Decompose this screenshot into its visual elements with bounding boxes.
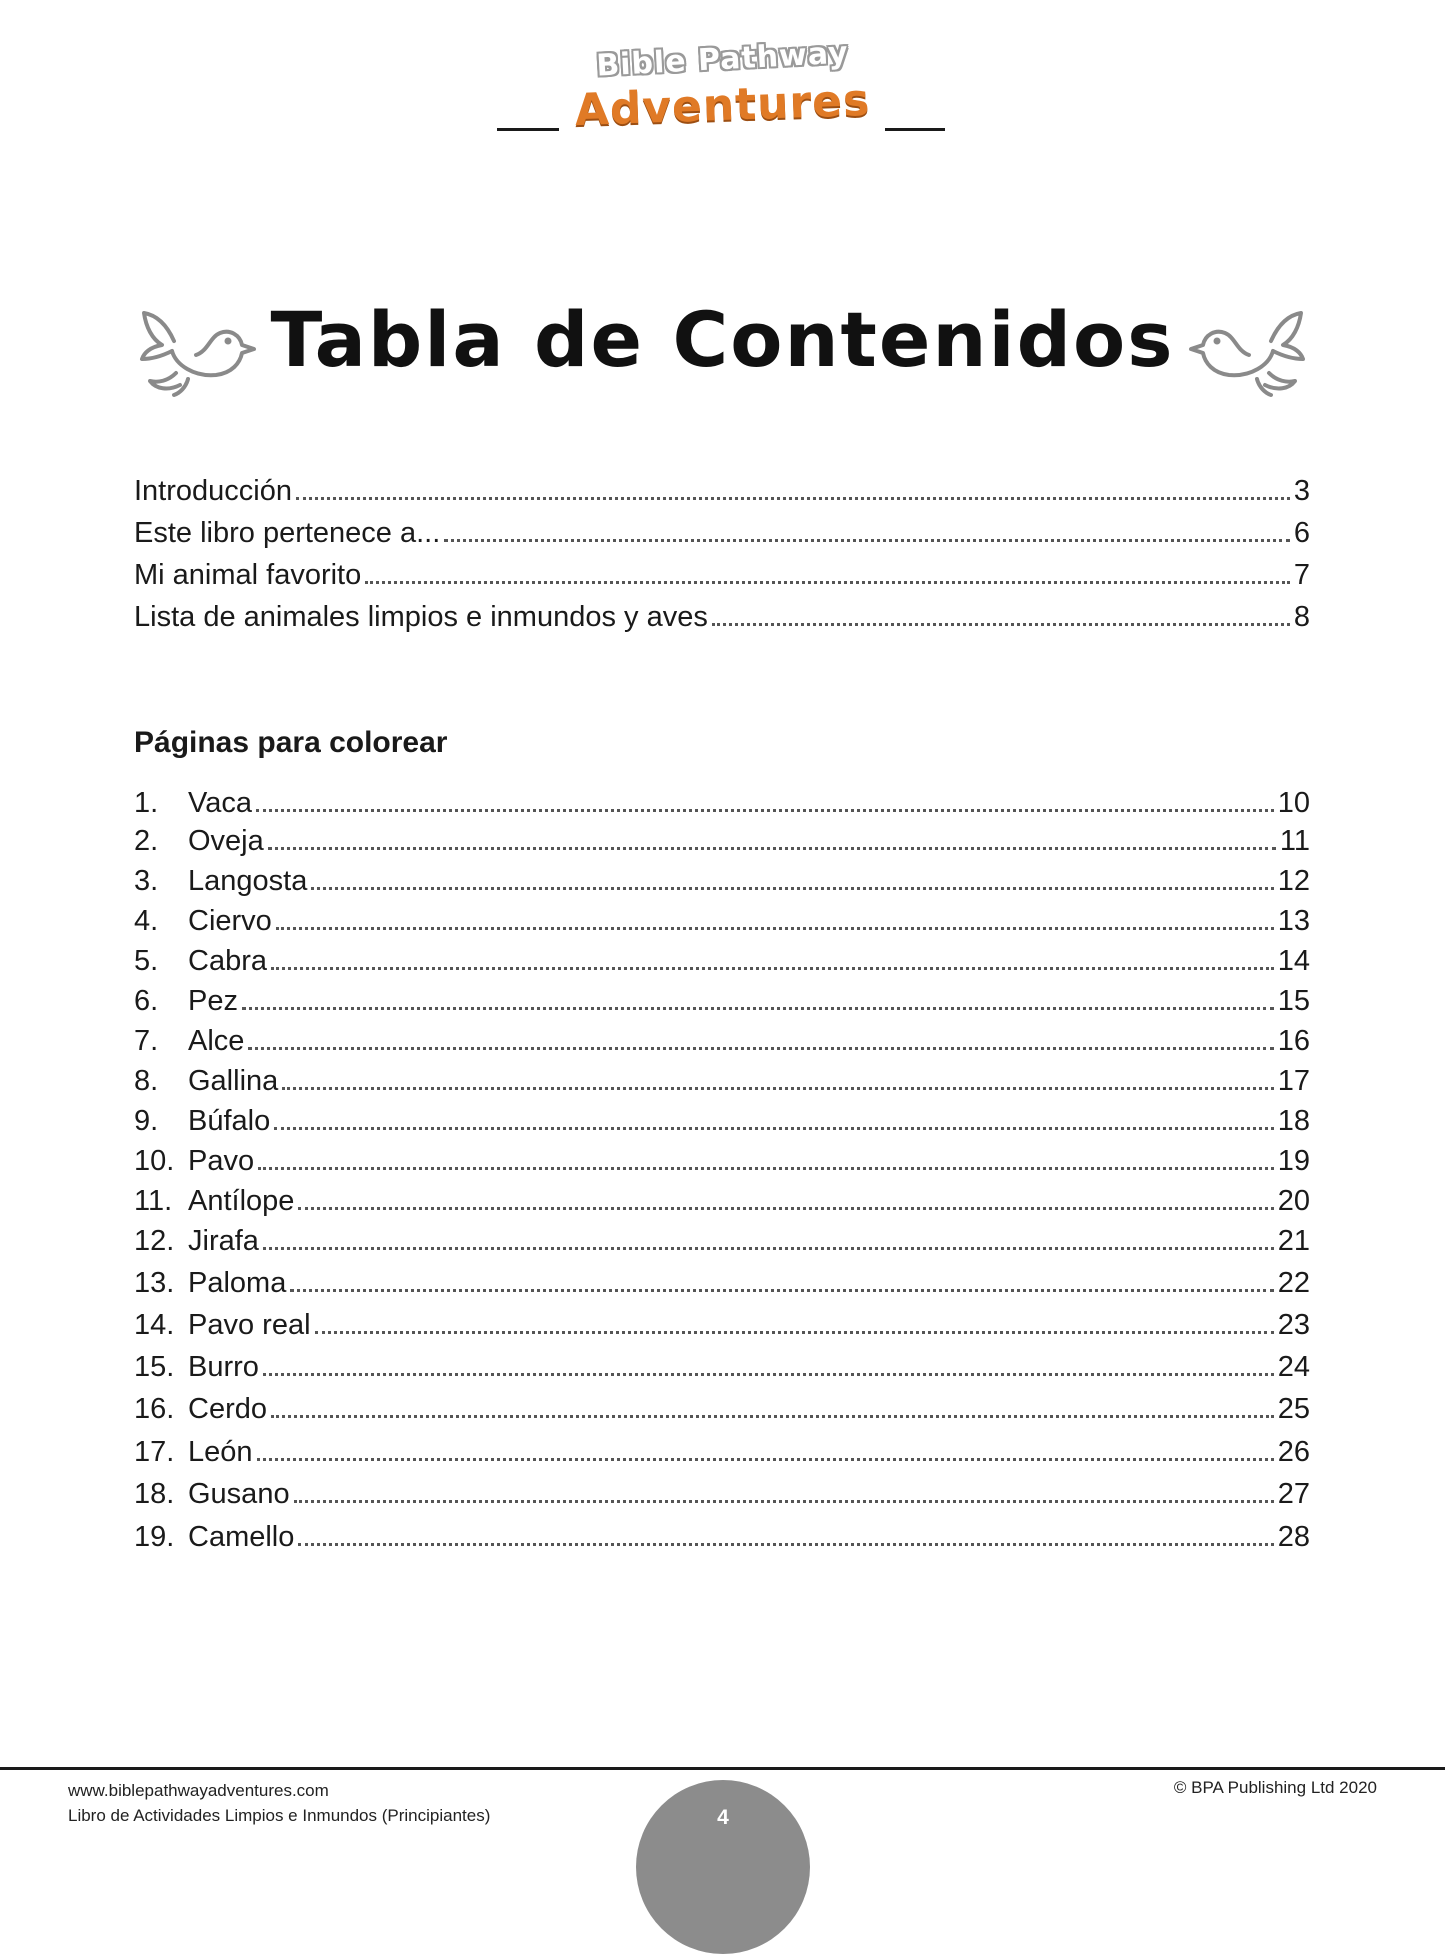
leader-dots xyxy=(268,839,1276,850)
toc-entry-number: 10. xyxy=(134,1145,175,1177)
toc-entry-label: Búfalo xyxy=(188,1105,271,1137)
toc-entry-page: 3 xyxy=(1293,475,1310,507)
toc-entry-page: 15 xyxy=(1277,985,1310,1017)
toc-entry-number: 13. xyxy=(134,1267,175,1299)
toc-entry-number: 1. xyxy=(134,787,159,819)
toc-entry-label: Paloma xyxy=(188,1267,287,1299)
toc-entry-label: Pavo xyxy=(188,1145,255,1177)
toc-entry[interactable] xyxy=(134,822,1310,861)
toc-entry-page: 6 xyxy=(1293,517,1310,549)
toc-intro-list xyxy=(134,470,1310,638)
toc-entry[interactable] xyxy=(134,1431,1310,1473)
leader-dots xyxy=(298,1199,1273,1210)
leader-dots xyxy=(712,615,1290,626)
toc-entry-page: 11 xyxy=(1279,825,1310,857)
page-number-badge xyxy=(636,1780,810,1954)
toc-entry-page: 14 xyxy=(1277,945,1310,977)
toc-entry-number: 9. xyxy=(134,1105,159,1137)
toc-entry-page: 7 xyxy=(1293,559,1310,591)
toc-entry-number: 19. xyxy=(134,1521,175,1553)
toc-entry[interactable] xyxy=(134,1346,1310,1388)
toc-entry[interactable] xyxy=(134,1141,1310,1181)
toc-entry-label: León xyxy=(188,1436,253,1468)
toc-entry-label: Cerdo xyxy=(188,1393,267,1425)
toc-entry-label: Lista de animales limpios e inmundos y aves xyxy=(134,601,708,633)
leader-dots xyxy=(296,489,1290,500)
toc-entry-number: 3. xyxy=(134,865,159,897)
leader-dots xyxy=(298,1535,1273,1546)
toc-entry-page: 22 xyxy=(1277,1267,1310,1299)
toc-entry[interactable] xyxy=(134,1388,1310,1431)
toc-entry[interactable] xyxy=(134,1061,1310,1101)
toc-entry-page: 12 xyxy=(1277,865,1310,897)
toc-entry-number: 11. xyxy=(134,1185,173,1217)
leader-dots xyxy=(365,573,1290,584)
toc-entry-page: 21 xyxy=(1277,1225,1310,1257)
toc-entry-page: 25 xyxy=(1277,1393,1310,1425)
leader-dots xyxy=(248,1039,1273,1050)
toc-entry-number: 14. xyxy=(134,1309,175,1341)
toc-entry-number: 15. xyxy=(134,1351,175,1383)
toc-entry-page: 16 xyxy=(1277,1025,1310,1057)
toc-entry-label: Camello xyxy=(188,1521,295,1553)
toc-entry-label: Este libro pertenece a... xyxy=(134,517,441,549)
toc-entry-label: Langosta xyxy=(188,865,308,897)
toc-entry-label: Gallina xyxy=(188,1065,279,1097)
leader-dots xyxy=(274,1119,1274,1130)
toc-entry[interactable] xyxy=(134,1221,1310,1262)
leader-dots xyxy=(271,1407,1274,1418)
toc-entry-page: 23 xyxy=(1277,1309,1310,1341)
toc-entry-number: 17. xyxy=(134,1436,175,1468)
toc-entry[interactable] xyxy=(134,861,1310,901)
footer-copyright: © BPA Publishing Ltd 2020 xyxy=(1173,1778,1377,1797)
toc-entry-page: 28 xyxy=(1277,1521,1310,1553)
toc-entry[interactable] xyxy=(134,1181,1310,1221)
toc-entry[interactable] xyxy=(134,554,1310,596)
logo-top-text: Bible Pathway xyxy=(595,35,850,84)
toc-entry-page: 13 xyxy=(1277,905,1310,937)
toc-entry[interactable] xyxy=(134,1101,1310,1141)
toc-entry-label: Pavo real xyxy=(188,1309,311,1341)
toc-entry-page: 10 xyxy=(1277,787,1310,819)
leader-dots xyxy=(276,919,1274,930)
toc-entry-label: Mi animal favorito xyxy=(134,559,362,591)
page-number: 4 xyxy=(717,1806,729,1829)
toc-entry-page: 27 xyxy=(1277,1478,1310,1510)
toc-entry-number: 8. xyxy=(134,1065,159,1097)
toc-entry[interactable] xyxy=(134,784,1310,822)
toc-entry-number: 5. xyxy=(134,945,159,977)
toc-entry[interactable] xyxy=(134,1021,1310,1061)
toc-entry-number: 16. xyxy=(134,1393,175,1425)
logo-bottom-text: Adventures xyxy=(573,74,872,137)
logo-divider-right xyxy=(885,128,945,131)
footer-website[interactable]: www.biblepathwayadventures.com xyxy=(68,1781,329,1800)
leader-dots xyxy=(242,999,1274,1010)
leader-dots xyxy=(290,1281,1273,1292)
toc-entry[interactable] xyxy=(134,1262,1310,1304)
page-title: Tabla de Contenidos xyxy=(270,295,1175,384)
toc-entry[interactable] xyxy=(134,1516,1310,1558)
toc-entry-page: 19 xyxy=(1277,1145,1310,1177)
toc-entry-label: Introducción xyxy=(134,475,292,507)
leader-dots xyxy=(311,879,1273,890)
toc-entry-page: 18 xyxy=(1277,1105,1310,1137)
leader-dots xyxy=(315,1323,1274,1334)
toc-entry-label: Alce xyxy=(188,1025,245,1057)
leader-dots xyxy=(263,1365,1274,1376)
dove-icon xyxy=(1185,293,1309,399)
toc-entry-number: 4. xyxy=(134,905,159,937)
leader-dots xyxy=(257,1450,1274,1461)
toc-entry-number: 6. xyxy=(134,985,159,1017)
toc-entry-page: 20 xyxy=(1277,1185,1310,1217)
toc-entry[interactable] xyxy=(134,941,1310,981)
toc-entry-label: Vaca xyxy=(188,787,252,819)
toc-entry[interactable] xyxy=(134,596,1310,638)
toc-entry-label: Gusano xyxy=(188,1478,290,1510)
toc-entry-page: 24 xyxy=(1277,1351,1310,1383)
leader-dots xyxy=(294,1492,1274,1503)
toc-entry[interactable] xyxy=(134,512,1310,554)
toc-entry-label: Ciervo xyxy=(188,905,272,937)
title-block xyxy=(0,285,1445,405)
leader-dots xyxy=(271,959,1274,970)
brand-logo xyxy=(0,36,1445,136)
leader-dots xyxy=(256,801,1274,812)
toc-entry[interactable] xyxy=(134,470,1310,512)
toc-coloring-list xyxy=(134,784,1310,1558)
toc-entry-label: Jirafa xyxy=(188,1225,259,1257)
toc-entry-label: Antílope xyxy=(188,1185,295,1217)
toc-entry-page: 26 xyxy=(1277,1436,1310,1468)
toc-entry-page: 8 xyxy=(1293,601,1310,633)
section-heading: Páginas para colorear xyxy=(134,726,448,759)
toc-entry[interactable] xyxy=(134,901,1310,941)
leader-dots xyxy=(263,1239,1274,1250)
toc-entry-number: 2. xyxy=(134,825,159,857)
toc-entry[interactable] xyxy=(134,1473,1310,1516)
footer-book-title: Libro de Actividades Limpios e Inmundos (Principiantes) xyxy=(68,1806,491,1825)
toc-entry-label: Oveja xyxy=(188,825,264,857)
footer-left xyxy=(68,1778,490,1828)
toc-entry-number: 12. xyxy=(134,1225,175,1257)
toc-entry-label: Cabra xyxy=(188,945,267,977)
toc-entry[interactable] xyxy=(134,1304,1310,1346)
footer-divider xyxy=(0,1767,1445,1770)
toc-entry-number: 18. xyxy=(134,1478,175,1510)
toc-entry[interactable] xyxy=(134,981,1310,1021)
leader-dots xyxy=(282,1079,1273,1090)
leader-dots xyxy=(258,1159,1274,1170)
toc-entry-page: 17 xyxy=(1277,1065,1310,1097)
toc-entry-number: 7. xyxy=(134,1025,159,1057)
leader-dots xyxy=(444,531,1290,542)
toc-entry-label: Pez xyxy=(188,985,238,1017)
toc-entry-label: Burro xyxy=(188,1351,259,1383)
